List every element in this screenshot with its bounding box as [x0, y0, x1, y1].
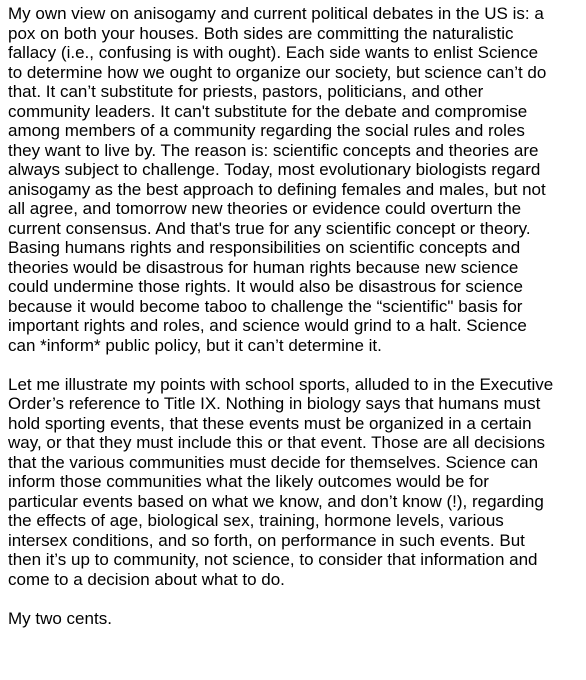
text-line: anisogamy as the best approach to defining females and males, but not: [8, 179, 546, 199]
paragraph-spacer: [8, 589, 586, 609]
text-line: theories would be disastrous for human rights because new science: [8, 257, 519, 277]
text-line: way, or that they must include this or that event. Those are all decisions: [8, 433, 546, 452]
text-line: they want to live by. The reason is: scientific concepts and theories are: [8, 140, 539, 160]
text-line: particular events based on what we know, and don’t know (!), regarding: [8, 491, 544, 511]
text-line: all agree, and tomorrow new theories or evidence could overturn the: [8, 199, 522, 218]
text-line: the effects of age, biological sex, training, hormone levels, various: [8, 511, 504, 530]
text-line: that. It can’t substitute for priests, pastors, politicians, and other: [8, 82, 484, 101]
text-line: Order’s reference to Title IX. Nothing in biology says that humans must: [8, 394, 541, 413]
text-line: community leaders. It can't substitute for the debate and compromise: [8, 101, 528, 121]
text-line: My own view on anisogamy and current political debates in the US is: a: [8, 4, 544, 23]
paragraph-school-sports: [8, 375, 586, 590]
text-line: Basing humans rights and responsibilities on scientific concepts and: [8, 238, 521, 257]
text-line: My two cents.: [8, 608, 112, 628]
text-line: inform those communities what the likely outcomes would be for: [8, 472, 489, 491]
text-line: intersex conditions, and so forth, on performance in such events. But: [8, 530, 525, 550]
text-line: then it’s up to community, not science, to consider that information and: [8, 550, 538, 569]
text-line: could undermine those rights. It would also be disastrous for science: [8, 277, 523, 296]
text-line: can *inform* public policy, but it can’t determine it.: [8, 335, 382, 355]
paragraph-spacer: [8, 355, 586, 375]
text-line: important rights and roles, and science would grind to a halt. Science: [8, 316, 527, 335]
text-line: because it would become taboo to challenge the “scientific" basis for: [8, 296, 523, 316]
text-line: current consensus. And that's true for any scientific concept or theory.: [8, 218, 531, 238]
paragraph-closing: [8, 609, 586, 629]
text-line: hold sporting events, that these events must be organized in a certain: [8, 413, 532, 433]
text-line: come to a decision about what to do.: [8, 569, 285, 589]
text-line: fallacy (i.e., confusing is with ought). Each side wants to enlist Science: [8, 43, 539, 62]
text-line: to determine how we ought to organize our society, but science can’t do: [8, 62, 547, 82]
text-line: always subject to challenge. Today, most evolutionary biologists regard: [8, 160, 541, 179]
text-line: Let me illustrate my points with school sports, alluded to in the Executive: [8, 374, 554, 394]
text-line: that the various communities must decide for themselves. Science can: [8, 452, 539, 472]
text-line: pox on both your houses. Both sides are committing the naturalistic: [8, 23, 514, 43]
text-line: among members of a community regarding the social rules and roles: [8, 121, 525, 140]
paragraph-anisogamy-view: [8, 4, 586, 355]
